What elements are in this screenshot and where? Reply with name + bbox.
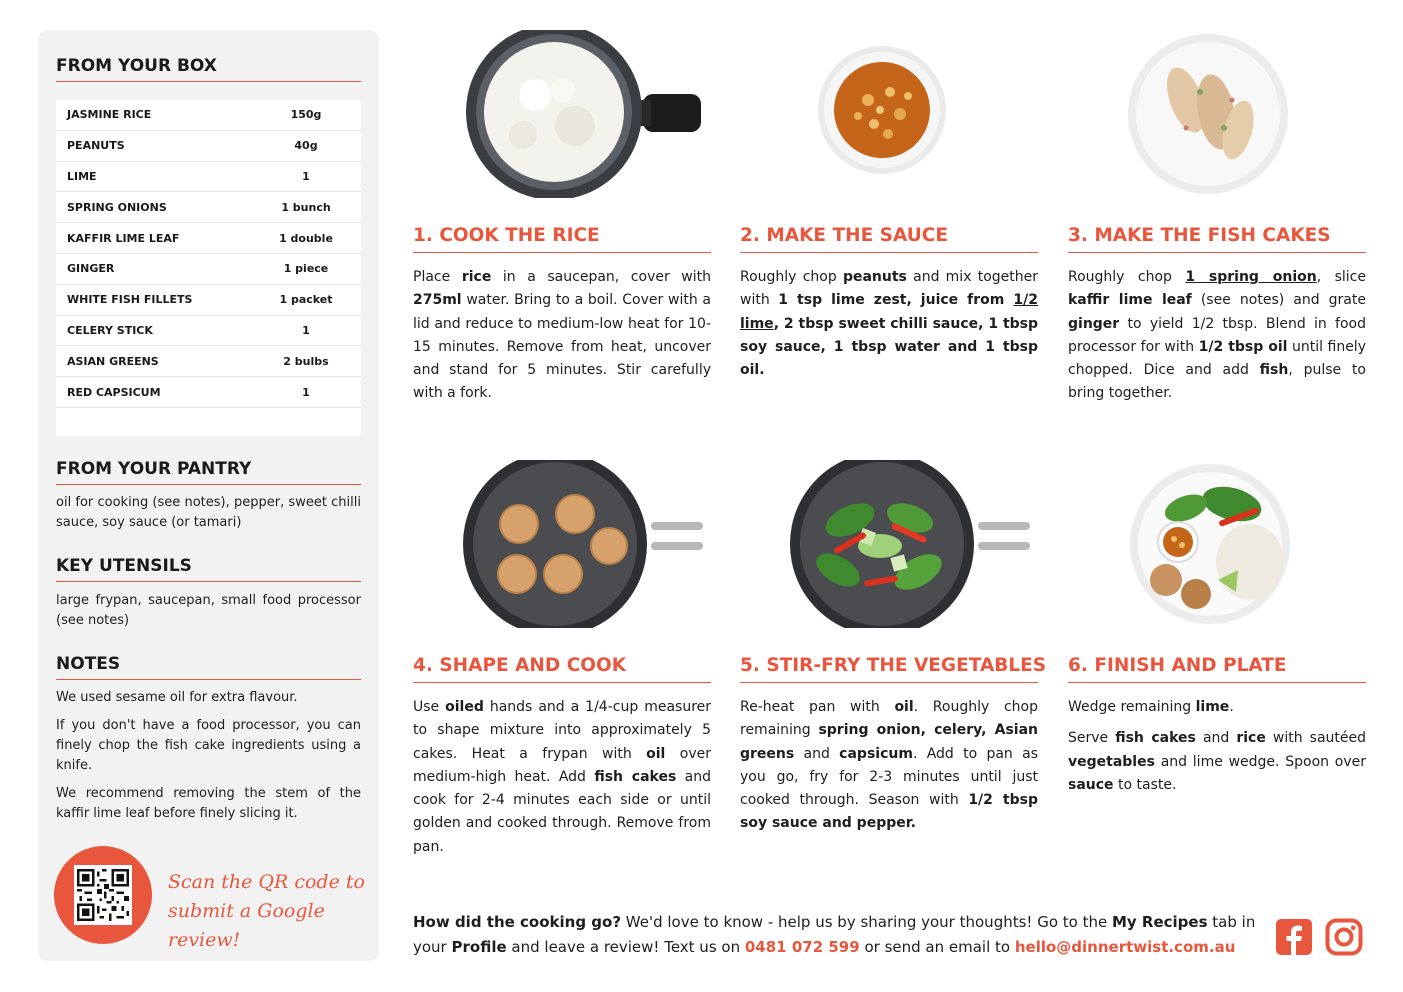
step-6-paragraph: Serve fish cakes and rice with sautéed vegetables and lime wedge. Spoon over sauce to taste. — [1068, 730, 1367, 793]
ingredient-qty: 2 bulbs — [283, 354, 329, 368]
note-item: We used sesame oil for extra flavour. — [56, 690, 298, 705]
notes-list — [56, 688, 361, 832]
ingredient-qty: 150g — [290, 108, 322, 122]
ingredient-name: CELERY STICK — [67, 323, 153, 337]
ingredient-row — [56, 162, 361, 193]
frypan-fish-cakes-photo — [413, 460, 711, 628]
from-your-pantry-heading: FROM YOUR PANTRY — [56, 459, 361, 485]
qr-code-icon[interactable] — [74, 865, 132, 925]
ingredient-qty: 1 double — [279, 231, 333, 245]
qr-caption-line1: Scan the QR code to — [168, 871, 365, 893]
step-3-text: Roughly chop 1 spring onion, slice kaffir lime leaf (see notes) and grate ginger to yield 1/2 tbsp. Blend in food processor for with 1/2 tbsp oil until finely chopped. Dice and add fish, pulse to bring together. — [1068, 269, 1366, 402]
qr-badge[interactable] — [54, 846, 152, 944]
note-item: We recommend removing the stem of the kaffir lime leaf before finely slicing it. — [56, 786, 361, 821]
ingredient-row — [56, 316, 361, 347]
email-link[interactable]: hello@dinnertwist.com.au — [1014, 938, 1236, 956]
feedback-footer: How did the cooking go? We'd love to know - help us by sharing your thoughts! Go to the My Recipes tab in your Profile and leave a review! Text us on 0481 072 599 or send an email to hello@dinnertwist.com.au — [413, 913, 1256, 956]
ingredient-qty: 1 — [302, 385, 310, 399]
phone-link[interactable]: 0481 072 599 — [744, 938, 860, 956]
ingredient-row — [56, 254, 361, 285]
from-your-box-heading: FROM YOUR BOX — [56, 56, 361, 82]
step-2-text: Roughly chop peanuts and mix together with 1 tsp lime zest, juice from 1/2 lime, 2 tbsp sweet chilli sauce, 1 tbsp soy sauce, 1 tbsp water and 1 tbsp oil. — [740, 269, 1039, 379]
step-5-text: Re-heat pan with oil. Roughly chop remaining spring onion, celery, Asian greens and capsicum. Add to pan as you go, fry for 2-3 minutes until just cooked through. Season with 1/2 tbsp soy sauce and pepper. — [740, 699, 1039, 832]
ingredient-name: LIME — [67, 169, 97, 183]
ingredient-row — [56, 285, 361, 316]
stir-fry-vegetables-photo — [740, 460, 1038, 628]
notes-heading: NOTES — [56, 654, 361, 680]
footer-question: How did the cooking go? — [413, 913, 622, 931]
ingredient-name: GINGER — [67, 262, 115, 276]
qr-caption-line2: submit a Google review! — [168, 900, 325, 951]
ingredient-qty: 1 — [302, 323, 310, 337]
facebook-icon[interactable] — [1275, 918, 1313, 956]
ingredient-qty: 40g — [294, 139, 318, 153]
step-6-text — [1068, 696, 1366, 805]
ingredients-table — [56, 100, 361, 436]
qr-caption — [168, 868, 379, 955]
ingredient-name: ASIAN GREENS — [67, 354, 159, 368]
plated-dish-photo — [1068, 460, 1366, 628]
ingredient-name: RED CAPSICUM — [67, 385, 161, 399]
step-3-title: 3. MAKE THE FISH CAKES — [1068, 225, 1366, 253]
ingredient-row — [56, 131, 361, 162]
instagram-icon[interactable] — [1325, 918, 1363, 956]
utensils-text: large frypan, saucepan, small food processor (see notes) — [56, 593, 361, 628]
my-recipes-link[interactable]: My Recipes — [1111, 913, 1208, 931]
ingredient-row — [56, 223, 361, 254]
ingredient-name: KAFFIR LIME LEAF — [67, 231, 180, 245]
ingredient-name: WHITE FISH FILLETS — [67, 293, 193, 307]
ingredient-row — [56, 100, 361, 131]
ingredient-row — [56, 377, 361, 408]
ingredient-qty: 1 packet — [279, 293, 333, 307]
rice-saucepan-photo — [413, 30, 711, 198]
fish-cake-mixture-photo — [1068, 30, 1366, 198]
ingredient-qty: 1 piece — [283, 262, 329, 276]
step-1-text: Place rice in a saucepan, cover with 275ml water. Bring to a boil. Cover with a lid and reduce to medium-low heat for 10-15 minutes. Remove from heat, uncover and stand for 5 minutes. Stir carefully with a fork. — [413, 269, 712, 402]
step-1-title: 1. COOK THE RICE — [413, 225, 711, 253]
step-2-title: 2. MAKE THE SAUCE — [740, 225, 1038, 253]
step-4-text: Use oiled hands and a 1/4-cup measurer to shape mixture into approximately 5 cakes. Heat a frypan with oil over medium-high heat. Add fish cakes and cook for 2-4 minutes each side or until golden and cooked through. Remove from pan. — [413, 699, 712, 855]
sidebar — [38, 30, 379, 961]
ingredient-row — [56, 346, 361, 377]
profile-link[interactable]: Profile — [451, 938, 507, 956]
ingredient-qty: 1 bunch — [281, 200, 331, 214]
sauce-bowl-photo — [740, 30, 1038, 198]
note-item: If you don't have a food processor, you can finely chop the fish cake ingredients using a knife. — [56, 718, 361, 773]
ingredient-row — [56, 192, 361, 223]
step-4-title: 4. SHAPE AND COOK — [413, 655, 711, 683]
ingredient-qty: 1 — [302, 169, 310, 183]
step-6-title: 6. FINISH AND PLATE — [1068, 655, 1366, 683]
step-5-title: 5. STIR-FRY THE VEGETABLES — [740, 655, 1038, 683]
ingredient-name: PEANUTS — [67, 139, 125, 153]
key-utensils-heading: KEY UTENSILS — [56, 556, 361, 582]
ingredient-name: JASMINE RICE — [67, 108, 152, 122]
ingredient-name: SPRING ONIONS — [67, 200, 167, 214]
pantry-text: oil for cooking (see notes), pepper, sweet chilli sauce, soy sauce (or tamari) — [56, 495, 361, 530]
step-6-paragraph: Wedge remaining lime. — [1068, 699, 1234, 715]
